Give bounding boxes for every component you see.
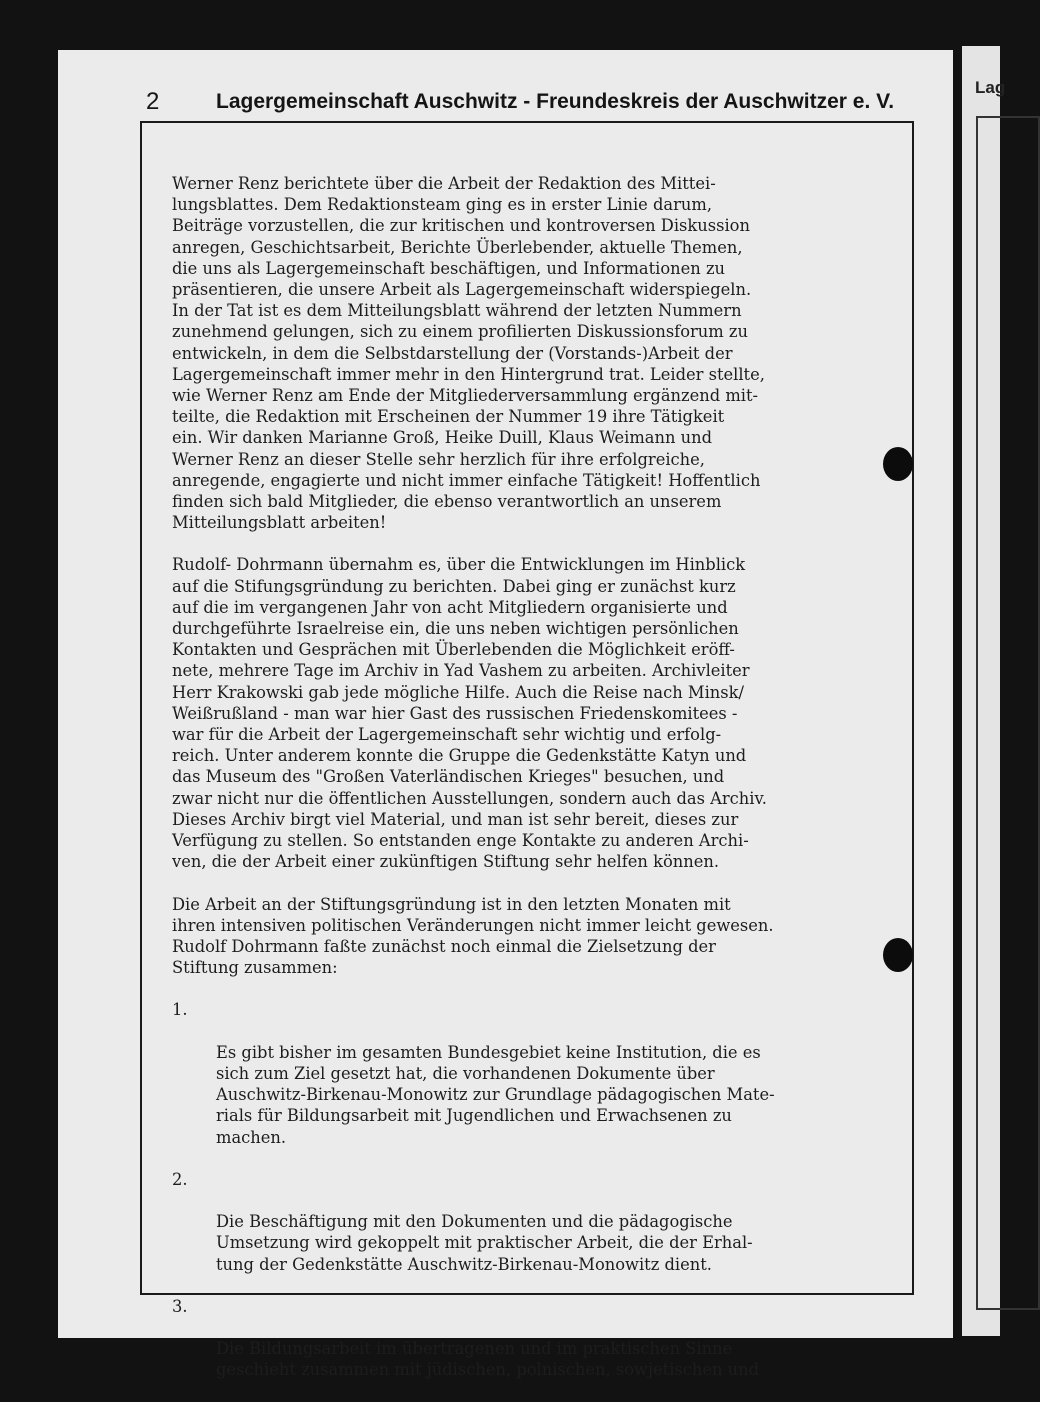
adjacent-page-edge — [962, 46, 1006, 1336]
list-item-text: Die Bildungsarbeit im übertragenen und im praktischen Sinne geschieht zusammen mit jüdischen, polnischen, sowjetischen und — [216, 1339, 760, 1380]
adjacent-page-border — [976, 116, 1040, 1310]
list-item-text: Es gibt bisher im gesamten Bundesgebiet keine Institution, die es sich zum Ziel gesetzt hat, die vorhandenen Dokumente über Auschwitz-Birkenau-Monowitz zur Grundlage pädagogischen Mate- rials für Bildungsarbeit mit Jugendlichen und Erwachsenen zu machen. — [216, 1042, 775, 1147]
list-item — [172, 1296, 871, 1381]
punch-hole-upper — [883, 447, 913, 481]
paragraph: Rudolf- Dohrmann übernahm es, über die Entwicklungen im Hinblick auf die Stifungsgründung zu berichten. Dabei ging er zunächst kurz auf die im vergangenen Jahr von acht Mitgliedern organisierte und durchgeführte Israelreise ein, die uns neben wichtigen persönlichen Kontakten und Gesprächen mit Überlebenden die Möglichkeit eröff- nete, mehrere Tage im Archiv in Yad Vashem zu arbeiten. Archivleiter Herr Krakowski gab jede mögliche Hilfe. Auch die Reise nach Minsk/ Weißrußland - man war hier Gast des russischen Friedenskomitees - war für die Arbeit der Lagergemeinschaft sehr wichtig und erfolg- reich. Unter anderem konnte die Gruppe die Gedenkstätte Katyn und das Museum des "Großen Vaterländischen Krieges" besuchen, und zwar nicht nur die öffentlichen Ausstellungen, sondern auch das Archiv. Dieses Archiv birgt viel Material, und man ist sehr bereit, dieses zur Verfügung zu stellen. So entstanden enge Kontakte zu anderen Archi- ven, die der Arbeit einer zukünftigen Stiftung sehr helfen können. — [172, 555, 767, 872]
list-item — [172, 1169, 871, 1275]
punch-hole-lower — [883, 938, 913, 972]
page-title: Lagergemeinschaft Auschwitz - Freundeskreis der Auschwitzer e. V. — [216, 90, 895, 113]
list-item-number: 3. — [172, 1296, 188, 1316]
list-item — [172, 999, 871, 1147]
paragraph: Die Arbeit an der Stiftungsgründung ist in den letzten Monaten mit ihren intensiven politischen Veränderungen nicht immer leicht gewesen. Rudolf Dohrmann faßte zunächst noch einmal die Zielsetzung der Stiftung zusammen: — [172, 894, 774, 978]
goals-list — [172, 999, 871, 1380]
list-item-text: Die Beschäftigung mit den Dokumenten und die pädagogische Umsetzung wird gekoppelt mit praktischer Arbeit, die der Erhal- tung der Gedenkstätte Auschwitz-Birkenau-Monowitz dient. — [216, 1212, 753, 1274]
adjacent-page-header-fragment: Lag — [975, 78, 1006, 97]
list-item-number: 1. — [172, 1000, 188, 1020]
page-number: 2 — [146, 88, 160, 115]
paragraph: Werner Renz berichtete über die Arbeit der Redaktion des Mittei- lungsblattes. Dem Redaktionsteam ging es in erster Linie darum, Beiträge vorzustellen, die zur kritischen und kontroversen Diskussion anregen, Geschichtsarbeit, Berichte Überlebender, aktuelle Themen, die uns als Lagergemeinschaft beschäftigen, und Informationen zu präsentieren, die unsere Arbeit als Lagergemeinschaft widerspiegeln. In der Tat ist es dem Mitteilungsblatt während der letzten Nummern zunehmend gelungen, sich zu einem profilierten Diskussionsforum zu entwickeln, in dem die Selbstdarstellung der (Vorstands-)Arbeit der Lagergemeinschaft immer mehr in den Hintergrund trat. Leider stellte, wie Werner Renz am Ende der Mitgliederversammlung ergänzend mit- teilte, die Redaktion mit Erscheinen der Nummer 19 ihre Tätigkeit ein. Wir danken Marianne Groß, Heike Duill, Klaus Weimann und Werner Renz an dieser Stelle sehr herzlich für ihre erfolgreiche, anregende, engagierte und nicht immer einfache Tätigkeit! Hoffentlich finden sich bald Mitglieder, die ebenso verantwortlich an unserem Mitteilungsblatt arbeiten! — [172, 174, 765, 533]
list-item-number: 2. — [172, 1169, 188, 1189]
article-body — [172, 173, 871, 1402]
